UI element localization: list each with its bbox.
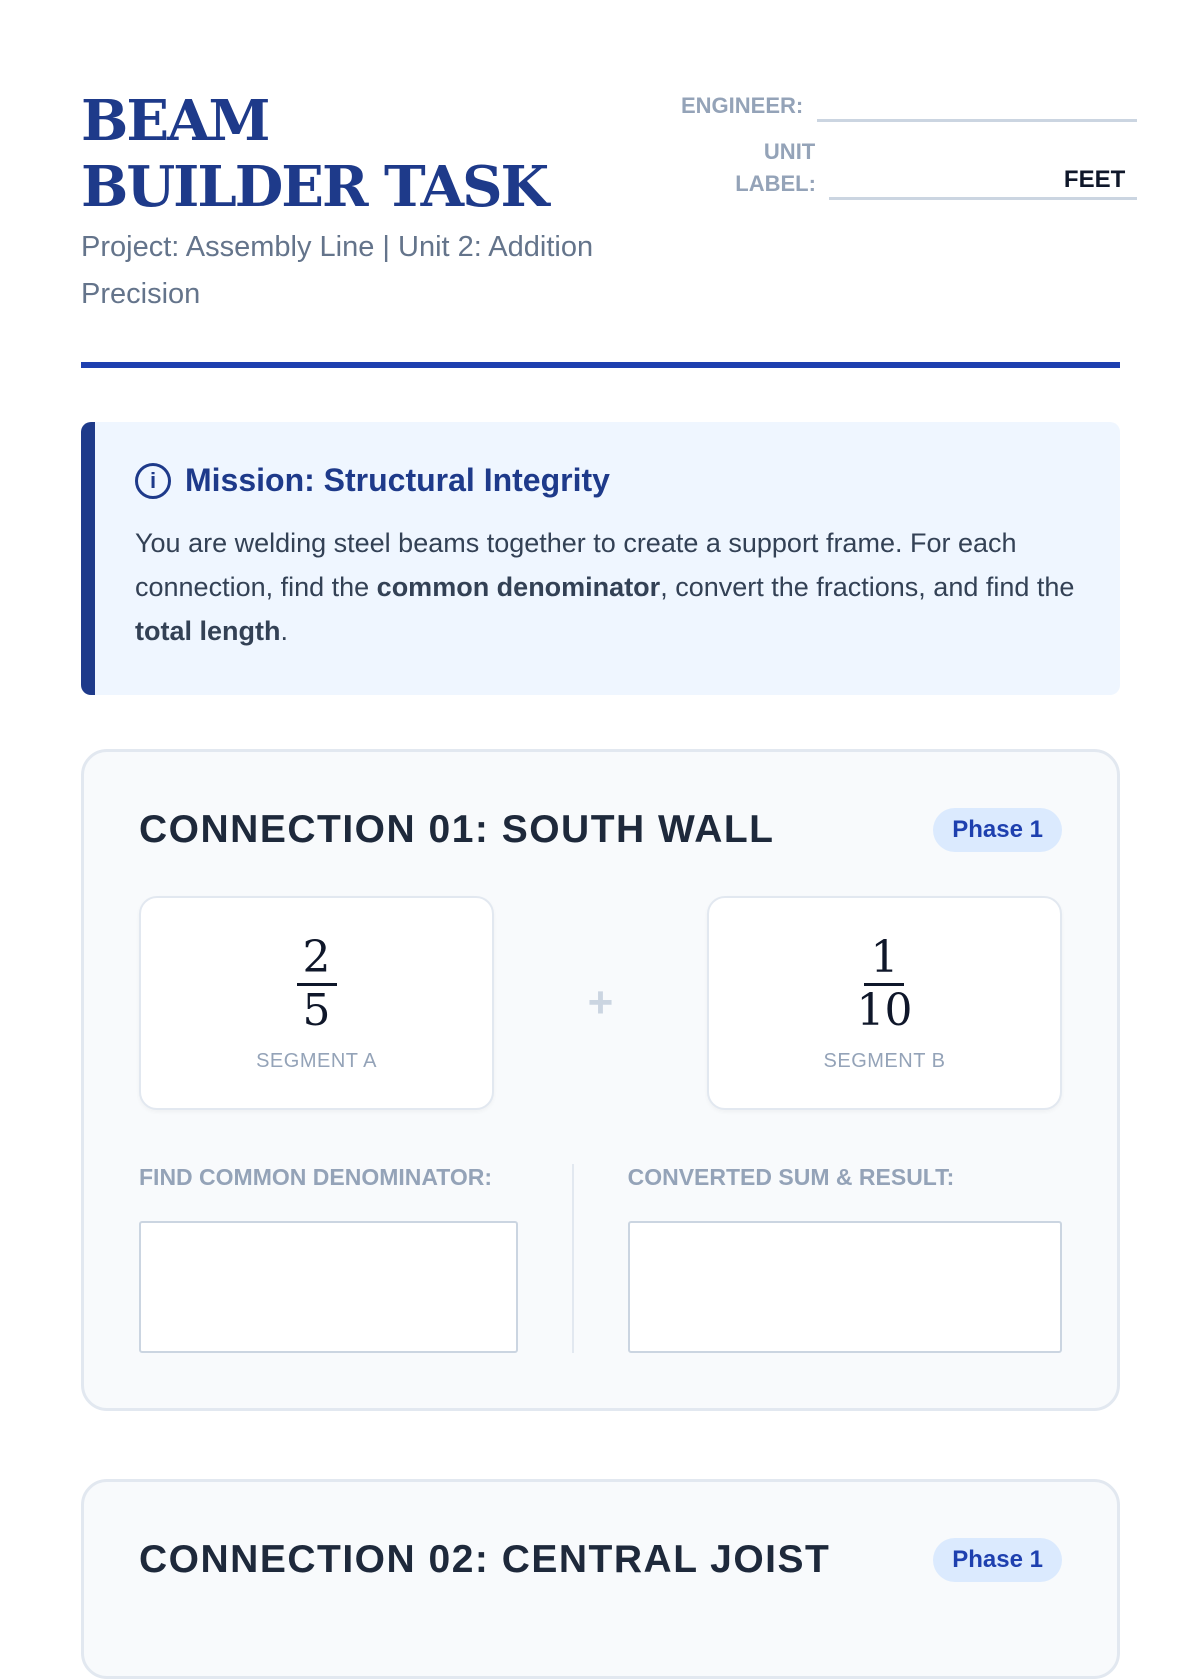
unit-label: UNIT LABEL: (735, 139, 816, 196)
fraction (856, 933, 912, 1036)
phase-badge: Phase 1 (933, 808, 1062, 852)
unit-input[interactable]: FEET (829, 166, 1137, 200)
numerator: 2 (297, 933, 337, 986)
unit-field (681, 136, 1137, 200)
mission-title: Mission: Structural Integrity (185, 462, 610, 498)
mission-bold-term: common denominator (376, 572, 661, 602)
mission-text-part: You are welding steel beams together to create a support frame. For each connection, find the (135, 528, 1017, 602)
mission-text-part: . (280, 616, 288, 646)
fraction (297, 933, 337, 1036)
segment-a-card (139, 896, 494, 1110)
result-label: CONVERTED SUM & RESULT: (627, 1164, 955, 1190)
connection-card (81, 1479, 1120, 1679)
plus-icon: + (587, 978, 614, 1027)
mission-text-part: , convert the fractions, and find the (660, 572, 1075, 602)
mission-bold-term: total length (135, 616, 281, 646)
phase-badge: Phase 1 (933, 1538, 1062, 1582)
engineer-label: ENGINEER: (681, 93, 804, 118)
segment-label: SEGMENT A (256, 1050, 377, 1072)
denominator-answer-box[interactable] (139, 1221, 518, 1353)
page-title: BEAM BUILDER TASK (81, 88, 548, 220)
segment-b-card (707, 896, 1062, 1110)
denominator-label: FIND COMMON DENOMINATOR: (139, 1164, 493, 1190)
connection-title: CONNECTION 01: SOUTH WALL (139, 808, 775, 851)
connection-title: CONNECTION 02: CENTRAL JOIST (139, 1538, 831, 1581)
mission-box (81, 422, 1120, 695)
numerator: 1 (864, 933, 904, 986)
header (81, 88, 1126, 368)
result-answer-box[interactable] (628, 1221, 1062, 1353)
denominator: 5 (302, 985, 331, 1036)
page-subtitle: Project: Assembly Line | Unit 2: Addition Precision (81, 231, 594, 310)
connection-card (81, 749, 1120, 1411)
divider (572, 1164, 574, 1353)
engineer-input[interactable] (817, 88, 1137, 122)
engineer-field (681, 88, 1137, 122)
segment-label: SEGMENT B (823, 1050, 946, 1072)
denominator: 10 (856, 985, 913, 1036)
info-icon: i (135, 463, 171, 499)
mission-text (135, 521, 1080, 653)
